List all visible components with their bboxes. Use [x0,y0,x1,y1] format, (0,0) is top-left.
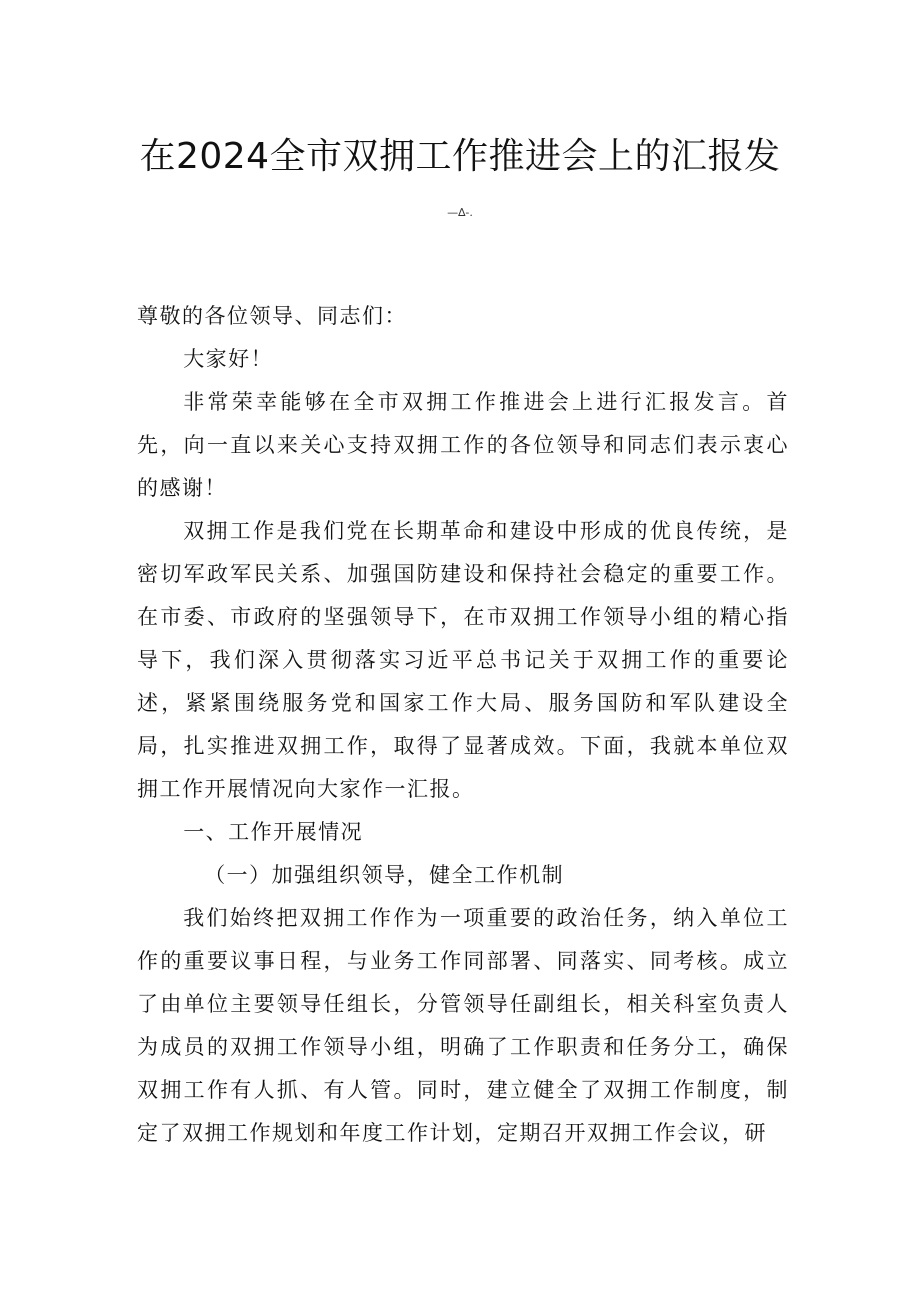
document-title: 在2024全市双拥工作推进会上的汇报发 [139,136,781,177]
salutation: 尊敬的各位领导、同志们： [137,304,407,328]
document-body [137,295,789,1155]
document-subtitle: —∆-. [447,206,473,219]
body-paragraph: 双拥工作是我们党在长期革命和建设中形成的优良传统，是密切军政军民关系、加强国防建设和保持社会稳定的重要工作。在市委、市政府的坚强领导下，在市双拥工作领导小组的精心指导下，我们深入贯彻落实习近平总书记关于双拥工作的重要论述，紧紧围绕服务党和国家工作大局、服务国防和军队建设全局，扎实推进双拥工作，取得了显著成效。下面，我就本单位双拥工作开展情况向大家作一汇报。 [137,519,789,801]
section-heading: 一、工作开展情况 [183,820,364,844]
greeting: 大家好！ [183,347,274,371]
subsection-heading: （一）加强组织领导，健全工作机制 [204,863,565,887]
section-paragraph: 我们始终把双拥工作作为一项重要的政治任务，纳入单位工作的重要议事日程，与业务工作同部署、同落实、同考核。成立了由单位主要领导任组长，分管领导任副组长，相关科室负责人为成员的双拥工作领导小组，明确了工作职责和任务分工，确保双拥工作有人抓、有人管。同时，建立健全了双拥工作制度，制定了双拥工作规划和年度工作计划，定期召开双拥工作会议，研 [137,906,789,1145]
body-paragraph: 非常荣幸能够在全市双拥工作推进会上进行汇报发言。首先，向一直以来关心支持双拥工作的各位领导和同志们表示衷心的感谢！ [137,390,789,500]
